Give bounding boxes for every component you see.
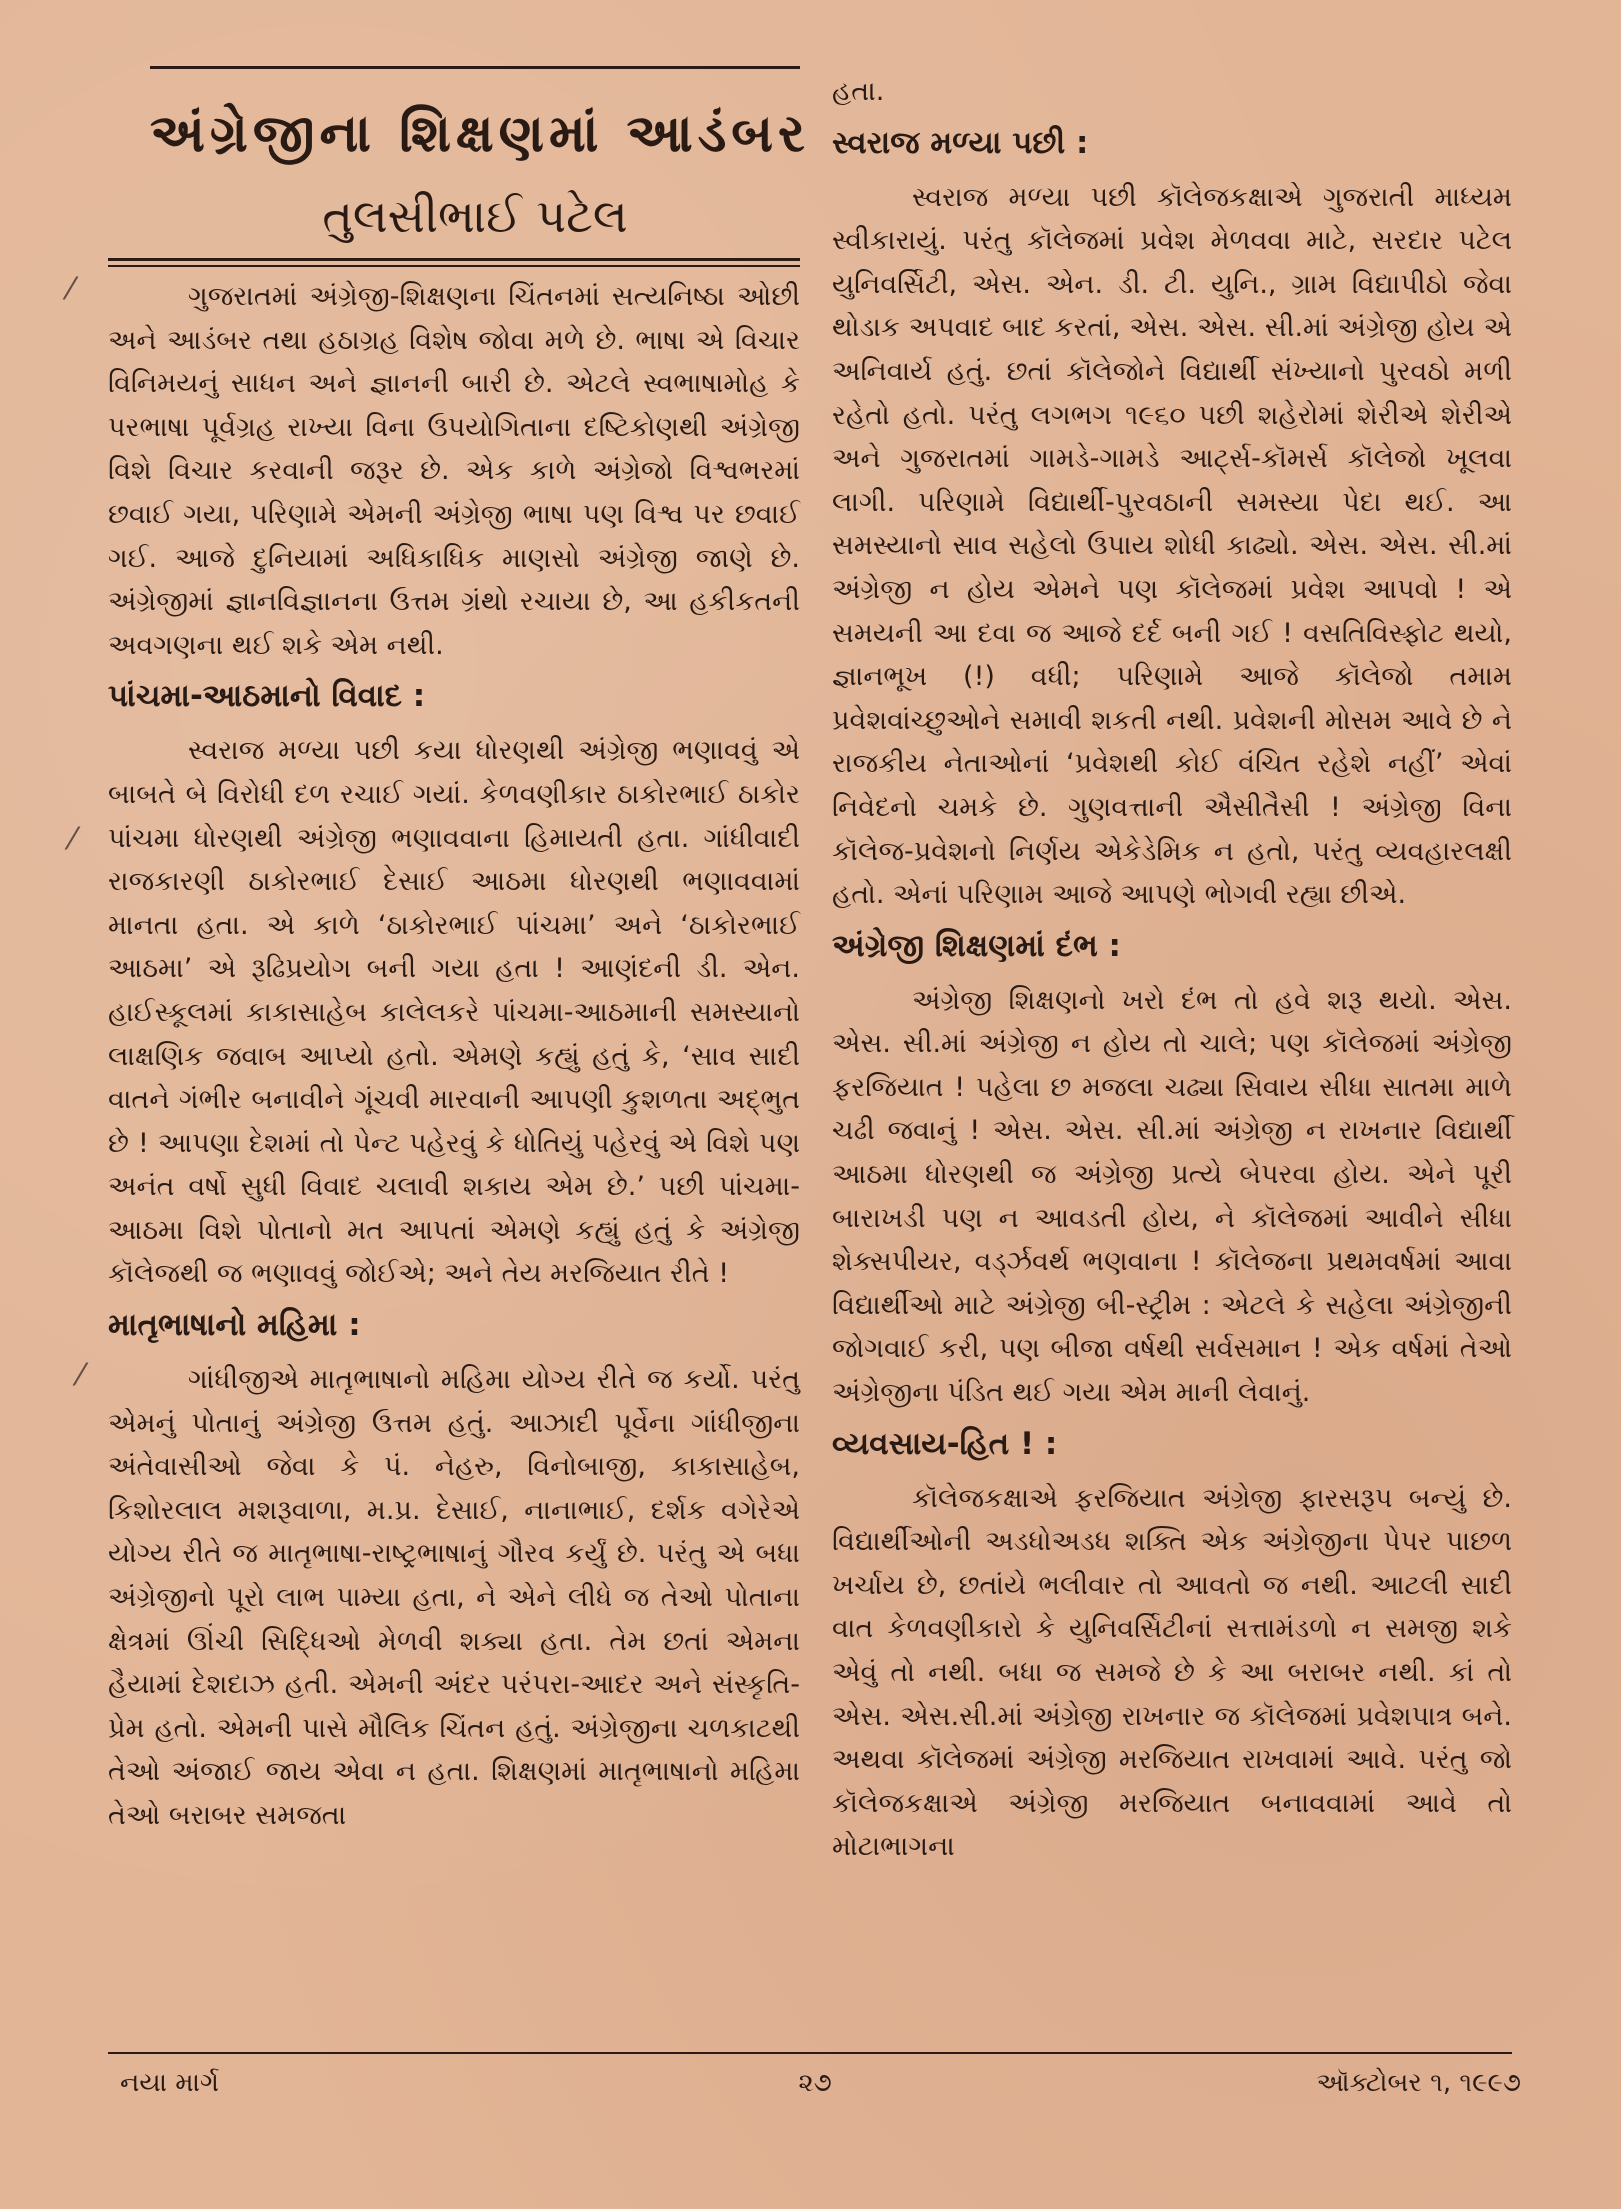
- pencil-tick-icon: ⁄: [68, 272, 74, 307]
- title-divider: [108, 258, 800, 267]
- pencil-tick-icon: ⁄: [70, 822, 76, 857]
- section-heading: અંગ્રેજી શિક્ષણમાં દંભ :: [832, 927, 1121, 964]
- continuation-text: હતા.: [832, 76, 885, 107]
- body-paragraph: કૉલેજકક્ષાએ ફરજિયાત અંગ્રેજી ફારસરૂપ બન્યું છે. વિદ્યાર્થીઓની અડધોઅડધ શક્તિ એક અંગ્રેજીના પેપર પાછળ ખર્ચાય છે, છતાંયે ભલીવાર તો આવતો જ નથી. આટલી સાદી વાત કેળવણીકારો કે યુનિવર્સિટીનાં સત્તામંડળો ન સમજી શકે એવું તો નથી. બધા જ સમજે છે કે આ બરાબર નથી. કાં તો એસ. એસ.સી.માં અંગ્રેજી રાખનાર જ કૉલેજમાં પ્રવેશપાત્ર બને. અથવા કૉલેજમાં અંગ્રેજી મરજિયાત રાખવામાં આવે. પરંતુ જો કૉલેજકક્ષાએ અંગ્રેજી મરજિયાત બનાવવામાં આવે તો મોટાભાગના: [832, 1482, 1512, 1863]
- body-paragraph: ગાંધીજીએ માતૃભાષાનો મહિમા યોગ્ય રીતે જ કર્યો. પરંતુ એમનું પોતાનું અંગ્રેજી ઉત્તમ હતું. આઝાદી પૂર્વેના ગાંધીજીના અંતેવાસીઓ જેવા કે પં. નેહરુ, વિનોબાજી, કાકાસાહેબ, કિશોરલાલ મશરૂવાળા, મ.પ્ર. દેસાઈ, નાનાભાઈ, દર્શક વગેરેએ યોગ્ય રીતે જ માતૃભાષા-રાષ્ટ્રભાષાનું ગૌરવ કર્યું છે. પરંતુ એ બધા અંગ્રેજીનો પૂરો લાભ પામ્યા હતા, ને એને લીધે જ તેઓ પોતાના ક્ષેત્રમાં ઊંચી સિદ્ધિઓ મેળવી શક્યા હતા. તેમ છતાં એમના હૈયામાં દેશદાઝ હતી. એમની અંદર પરંપરા-આદર અને સંસ્કૃતિ-પ્રેમ હતો. એમની પાસે મૌલિક ચિંતન હતું. અંગ્રેજીના ચળકાટથી તેઓ અંજાઈ જાય એવા ન હતા. શિક્ષણમાં માતૃભાષાનો મહિમા તેઓ બરાબર સમજતા: [108, 1364, 800, 1831]
- pencil-tick-icon: ⁄: [78, 1358, 84, 1393]
- left-column: [108, 275, 800, 1838]
- section-heading: પાંચમા-આઠમાનો વિવાદ :: [108, 678, 426, 715]
- right-column: [832, 70, 1512, 1869]
- section-heading: વ્યવસાય-હિત ! :: [832, 1425, 1058, 1462]
- article-title: અંગ્રેજીના શિક્ષણમાં આડંબર: [150, 104, 810, 164]
- section-heading: માતૃભાષાનો મહિમા :: [108, 1307, 361, 1344]
- article-author: તુલસીભાઈ પટેલ: [322, 189, 628, 243]
- top-rule: [150, 66, 800, 69]
- footer-rule: [108, 2052, 1512, 2054]
- body-paragraph: સ્વરાજ મળ્યા પછી કયા ધોરણથી અંગ્રેજી ભણાવવું એ બાબતે બે વિરોધી દળ રચાઈ ગયાં. કેળવણીકાર ઠાકોરભાઈ ઠાકોર પાંચમા ધોરણથી અંગ્રેજી ભણાવવાના હિમાયતી હતા. ગાંધીવાદી રાજકારણી ઠાકોરભાઈ દેસાઈ આઠમા ધોરણથી ભણાવવામાં માનતા હતા. એ કાળે ‘ઠાકોરભાઈ પાંચમા’ અને ‘ઠાકોરભાઈ આઠમા’ એ રૂઢિપ્રયોગ બની ગયા હતા ! આણંદની ડી. એન. હાઈસ્કૂલમાં કાકાસાહેબ કાલેલકરે પાંચમા-આઠમાની સમસ્યાનો લાક્ષણિક જવાબ આપ્યો હતો. એમણે કહ્યું હતું કે, ‘સાવ સાદી વાતને ગંભીર બનાવીને ગૂંચવી મારવાની આપણી કુશળતા અદ્ભુત છે ! આપણા દેશમાં તો પેન્ટ પહેરવું કે ધોતિયું પહેરવું એ વિશે પણ અનંત વર્ષો સુધી વિવાદ ચલાવી શકાય એમ છે.’ પછી પાંચમા-આઠમા વિશે પોતાનો મત આપતાં એમણે કહ્યું હતું કે અંગ્રેજી કૉલેજથી જ ભણાવવું જોઈએ; અને તેય મરજિયાત રીતે !: [108, 735, 800, 1290]
- footer-page-number: ૨૭: [798, 2068, 832, 2098]
- intro-paragraph: ગુજરાતમાં અંગ્રેજી-શિક્ષણના ચિંતનમાં સત્યનિષ્ઠા ઓછી અને આડંબર તથા હઠાગ્રહ વિશેષ જોવા મળે છે. ભાષા એ વિચાર વિનિમયનું સાધન અને જ્ઞાનની બારી છે. એટલે સ્વભાષામોહ કે પરભાષા પૂર્વગ્રહ રાખ્યા વિના ઉપયોગિતાના દષ્ટિકોણથી અંગ્રેજી વિશે વિચાર કરવાની જરૂર છે. એક કાળે અંગ્રેજો વિશ્વભરમાં છવાઈ ગયા, પરિણામે એમની અંગ્રેજી ભાષા પણ વિશ્વ પર છવાઈ ગઈ. આજે દુનિયામાં અધિકાધિક માણસો અંગ્રેજી જાણે છે. અંગ્રેજીમાં જ્ઞાનવિજ્ઞાનના ઉત્તમ ગ્રંથો રચાયા છે, આ હકીકતની અવગણના થઈ શકે એમ નથી.: [108, 281, 800, 661]
- body-paragraph: સ્વરાજ મળ્યા પછી કૉલેજકક્ષાએ ગુજરાતી માધ્યમ સ્વીકારાયું. પરંતુ કૉલેજમાં પ્રવેશ મેળવવા માટે, સરદાર પટેલ યુનિવર્સિટી, એસ. એન. ડી. ટી. યુનિ., ગ્રામ વિદ્યાપીઠો જેવા થોડાક અપવાદ બાદ કરતાં, એસ. એસ. સી.માં અંગ્રેજી હોય એ અનિવાર્ય હતું. છતાં કૉલેજોને વિદ્યાર્થી સંખ્યાનો પુરવઠો મળી રહેતો હતો. પરંતુ લગભગ ૧૯૬૦ પછી શહેરોમાં શેરીએ શેરીએ અને ગુજરાતમાં ગામડે-ગામડે આર્ટ્સ-કૉમર્સ કૉલેજો ખૂલવા લાગી. પરિણામે વિદ્યાર્થી-પુરવઠાની સમસ્યા પેદા થઈ. આ સમસ્યાનો સાવ સહેલો ઉપાય શોધી કાઢ્યો. એસ. એસ. સી.માં અંગ્રેજી ન હોય એમને પણ કૉલેજમાં પ્રવેશ આપવો ! એ સમયની આ દવા જ આજે દર્દ બની ગઈ ! વસતિવિસ્ફોટ થયો, જ્ઞાનભૂખ (!) વધી; પરિણામે આજે કૉલેજો તમામ પ્રવેશવાંચ્છુઓને સમાવી શકતી નથી. પ્રવેશની મોસમ આવે છે ને રાજકીય નેતાઓનાં ‘પ્રવેશથી કોઈ વંચિત રહેશે નહીં’ એવાં નિવેદનો ચમકે છે. ગુણવત્તાની ઐસીતૈસી ! અંગ્રેજી વિના કૉલેજ-પ્રવેશનો નિર્ણય એકેડેમિક ન હતો, પરંતુ વ્યવહારલક્ષી હતો. એનાં પરિણામ આજે આપણે ભોગવી રહ્યા છીએ.: [832, 181, 1512, 911]
- section-heading: સ્વરાજ મળ્યા પછી :: [832, 124, 1089, 161]
- body-paragraph: અંગ્રેજી શિક્ષણનો ખરો દંભ તો હવે શરૂ થયો. એસ. એસ. સી.માં અંગ્રેજી ન હોય તો ચાલે; પણ કૉલેજમાં અંગ્રેજી ફરજિયાત ! પહેલા છ મજલા ચઢ્યા સિવાય સીધા સાતમા માળે ચઢી જવાનું ! એસ. એસ. સી.માં અંગ્રેજી ન રાખનાર વિદ્યાર્થી આઠમા ધોરણથી જ અંગ્રેજી પ્રત્યે બેપરવા હોય. એને પૂરી બારાખડી પણ ન આવડતી હોય, ને કૉલેજમાં આવીને સીધા શેક્સપીયર, વર્ડ્ઝવર્થ ભણવાના ! કૉલેજના પ્રથમવર્ષમાં આવા વિદ્યાર્થીઓ માટે અંગ્રેજી બી-સ્ટ્રીમ : એટલે કે સહેલા અંગ્રેજીની જોગવાઈ કરી, પણ બીજા વર્ષથી સર્વસમાન ! એક વર્ષમાં તેઓ અંગ્રેજીના પંડિત થઈ ગયા એમ માની લેવાનું.: [832, 984, 1512, 1409]
- footer-magazine-name: નયા માર્ગ: [120, 2068, 220, 2098]
- footer-date: ઑક્ટોબર ૧, ૧૯૯૭: [1316, 2068, 1521, 2098]
